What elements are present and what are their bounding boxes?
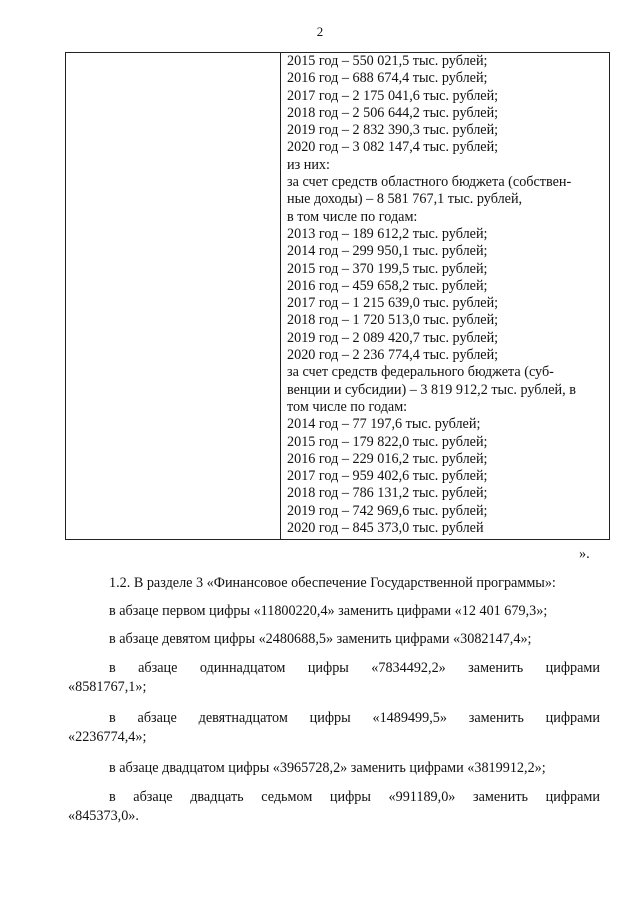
table-line: 2016 год – 459 658,2 тыс. рублей; — [287, 277, 488, 294]
table-line: 2013 год – 189 612,2 тыс. рублей; — [287, 225, 488, 242]
word: седьмом — [261, 789, 313, 805]
paragraph-eleventh-abzac — [109, 660, 600, 677]
table-line: 2018 год – 2 506 644,2 тыс. рублей; — [287, 104, 499, 121]
table-line: за счет средств областного бюджета (собствен- — [287, 174, 572, 191]
word: в — [109, 789, 116, 805]
word: в — [109, 710, 116, 726]
table-line: из них: — [287, 156, 330, 173]
table-line: 2015 год – 550 021,5 тыс. рублей; — [287, 53, 488, 69]
table-line: 2015 год – 179 822,0 тыс. рублей; — [287, 433, 488, 450]
word: заменить — [472, 789, 529, 805]
table-line: 2019 год – 2 089 420,7 тыс. рублей; — [287, 329, 499, 346]
page-number: 2 — [316, 24, 324, 39]
word: абзаце — [138, 660, 178, 676]
paragraph-twentieth-abzac: в абзаце двадцатом цифры «3965728,2» заменить цифрами «3819912,2»; — [109, 760, 546, 776]
word: девятнадцатом — [198, 710, 288, 726]
paragraph-nineteenth-abzac-continuation: «2236774,4»; — [68, 729, 147, 745]
table-line: 2019 год – 742 969,6 тыс. рублей; — [287, 502, 488, 519]
paragraph-twenty-seventh-abzac-continuation: «845373,0». — [68, 808, 139, 824]
table-line: ные доходы) – 8 581 767,1 тыс. рублей, — [287, 191, 523, 208]
paragraph-first-abzac: в абзаце первом цифры «11800220,4» заменить цифрами «12 401 679,3»; — [109, 603, 548, 619]
word: заменить — [468, 710, 524, 726]
word: двадцать — [190, 789, 244, 805]
table-line: 2014 год – 299 950,1 тыс. рублей; — [287, 243, 488, 260]
table-line: том числе по годам: — [287, 398, 408, 415]
table-line: 2014 год – 77 197,6 тыс. рублей; — [287, 416, 481, 433]
table-line: венции и субсидии) – 3 819 912,2 тыс. рублей, в — [287, 381, 576, 398]
paragraph-eleventh-abzac-continuation: «8581767,1»; — [68, 679, 147, 695]
word: абзаце — [133, 789, 173, 805]
word: одиннадцатом — [199, 660, 286, 676]
word: цифры — [307, 660, 349, 676]
word: цифры — [329, 789, 371, 805]
table-line: за счет средств федерального бюджета (суб- — [287, 364, 554, 381]
table-line: 2016 год – 688 674,4 тыс. рублей; — [287, 70, 488, 87]
word: «991189,0» — [388, 789, 456, 805]
table-line: в том числе по годам: — [287, 208, 418, 225]
closing-quote: ». — [579, 546, 590, 562]
paragraph-section-heading: 1.2. В разделе 3 «Финансовое обеспечение Государственной программы»: — [109, 575, 556, 591]
table-line: 2019 год – 2 832 390,3 тыс. рублей; — [287, 122, 499, 139]
word: цифры — [309, 710, 351, 726]
table-line: 2018 год – 786 131,2 тыс. рублей; — [287, 485, 488, 502]
table-line: 2017 год – 1 215 639,0 тыс. рублей; — [287, 295, 499, 312]
table-left-cell — [66, 53, 281, 540]
word: цифрами — [545, 660, 600, 676]
table-line: 2020 год – 3 082 147,4 тыс. рублей; — [287, 139, 499, 156]
word: заменить — [468, 660, 524, 676]
word: «1489499,5» — [372, 710, 447, 726]
word: цифрами — [545, 789, 600, 805]
word: абзаце — [137, 710, 177, 726]
table-right-cell — [281, 53, 610, 540]
budget-table — [65, 52, 610, 540]
word: «7834492,2» — [371, 660, 446, 676]
table-line: 2015 год – 370 199,5 тыс. рублей; — [287, 260, 488, 277]
table-line: 2016 год – 229 016,2 тыс. рублей; — [287, 450, 488, 467]
table-line: 2020 год – 2 236 774,4 тыс. рублей; — [287, 347, 499, 364]
word: цифрами — [545, 710, 600, 726]
paragraph-twenty-seventh-abzac — [109, 789, 600, 806]
paragraph-nineteenth-abzac — [109, 710, 600, 727]
paragraph-ninth-abzac: в абзаце девятом цифры «2480688,5» заменить цифрами «3082147,4»; — [109, 631, 532, 647]
table-line: 2017 год – 959 402,6 тыс. рублей; — [287, 468, 488, 485]
table-line: 2020 год – 845 373,0 тыс. рублей — [287, 520, 484, 537]
word: в — [109, 660, 116, 676]
table-line: 2017 год – 2 175 041,6 тыс. рублей; — [287, 87, 499, 104]
table-line: 2018 год – 1 720 513,0 тыс. рублей; — [287, 312, 499, 329]
